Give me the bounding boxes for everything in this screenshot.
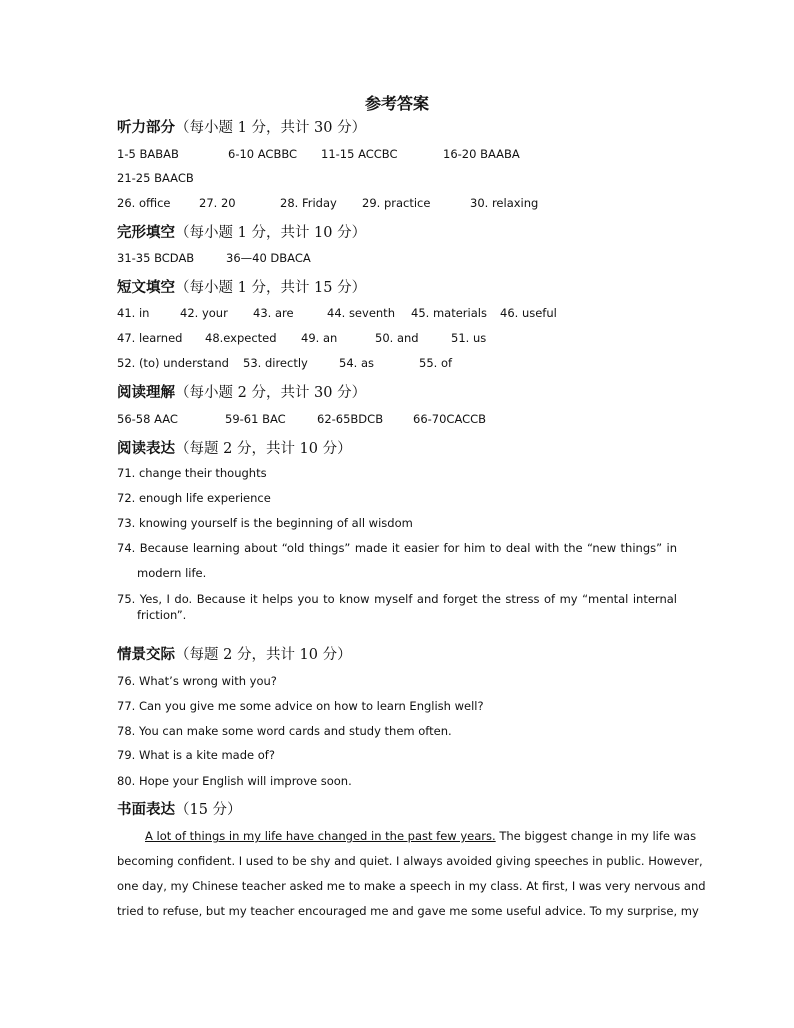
answer-line-75: 75. Yes, I do. Because it helps you to know myself and forget the stress of my “mental internal [117,592,677,606]
answer-cell: 16-20 BAABA [443,147,520,161]
section-score-note: （每小题 1 分，共计 30 分） [175,120,367,136]
section-score-note: （每小题 1 分，共计 10 分） [175,225,367,241]
answer-cell: 11-15 ACCBC [321,147,398,161]
section-title: 书面表达 [117,801,175,818]
answer-line-72: 72. enough life experience [117,491,271,505]
answer-cell: 47. learned [117,331,183,345]
answer-cell: 62-65BDCB [317,412,384,426]
essay-line-3: one day, my Chinese teacher asked me to make a speech in my class. At first, I was very nervous and [117,879,706,893]
answer-line-79: 79. What is a kite made of? [117,748,275,762]
answer-line-74-continued: modern life. [137,566,207,580]
answer-cell: 55. of [419,356,453,370]
section-heading-passage-fill [117,276,366,297]
essay-topic-sentence: A lot of things in my life have changed in the past few years. [145,829,496,843]
section-score-note: （每小题 2 分，共计 30 分） [175,385,367,401]
answer-line-71: 71. change their thoughts [117,466,267,480]
answer-cell: 52. (to) understand [117,356,229,370]
answer-cell: 54. as [339,356,374,370]
answer-line-75-continued: friction”. [137,608,187,622]
answer-cell: 44. seventh [327,306,395,320]
essay-line-4: tried to refuse, but my teacher encouraged me and gave me some useful advice. To my surprise, my [117,904,699,918]
answer-line-76: 76. What’s wrong with you? [117,674,277,688]
answer-cell: 50. and [375,331,419,345]
section-heading-writing [117,798,242,819]
answer-cell: 21-25 BAACB [117,171,194,185]
answer-line-74: 74. Because learning about “old things” made it easier for him to deal with the “new things” in [117,541,677,555]
section-title: 阅读理解 [117,384,175,401]
answer-cell: 46. useful [500,306,557,320]
answer-cell: 43. are [253,306,294,320]
section-title: 短文填空 [117,279,175,296]
answer-line-73: 73. knowing yourself is the beginning of all wisdom [117,516,413,530]
answer-cell: 45. materials [411,306,487,320]
answer-cell: 36—40 DBACA [226,251,311,265]
answer-line-78: 78. You can make some word cards and study them often. [117,724,452,738]
section-heading-reading-expression [117,437,352,458]
answer-cell: 53. directly [243,356,308,370]
answer-line-77: 77. Can you give me some advice on how to learn English well? [117,699,484,713]
answer-cell: 41. in [117,306,150,320]
answer-cell: 1-5 BABAB [117,147,179,161]
section-heading-dialogue [117,643,352,664]
section-heading-reading [117,381,366,402]
answer-cell: 29. practice [362,196,431,210]
answer-cell: 42. your [180,306,228,320]
section-score-note: （每小题 1 分，共计 15 分） [175,280,367,296]
section-score-note: （每题 2 分，共计 10 分） [175,647,352,663]
answer-cell: 30. relaxing [470,196,539,210]
answer-cell: 26. office [117,196,171,210]
answer-line-80: 80. Hope your English will improve soon. [117,774,352,788]
section-score-note: （每题 2 分，共计 10 分） [175,441,352,457]
section-heading-cloze [117,221,366,242]
answer-cell: 59-61 BAC [225,412,286,426]
answer-cell: 48.expected [205,331,277,345]
answer-cell: 66-70CACCB [413,412,487,426]
section-title: 情景交际 [117,646,175,663]
section-heading-listening [117,116,366,137]
section-score-note: （15 分） [175,802,242,818]
answer-cell: 51. us [451,331,487,345]
essay-line-2: becoming confident. I used to be shy and quiet. I always avoided giving speeches in public. However, [117,854,703,868]
section-title: 听力部分 [117,119,175,136]
answer-cell: 28. Friday [280,196,337,210]
section-title: 完形填空 [117,224,175,241]
answer-cell: 49. an [301,331,338,345]
answer-cell: 56-58 AAC [117,412,178,426]
essay-line-1-rest: The biggest change in my life was [495,829,697,843]
answer-cell: 27. 20 [199,196,236,210]
page-title: 参考答案 [364,94,429,113]
section-title: 阅读表达 [117,440,175,457]
answer-cell: 6-10 ACBBC [228,147,298,161]
answer-cell: 31-35 BCDAB [117,251,195,265]
essay-line-1 [145,829,697,843]
